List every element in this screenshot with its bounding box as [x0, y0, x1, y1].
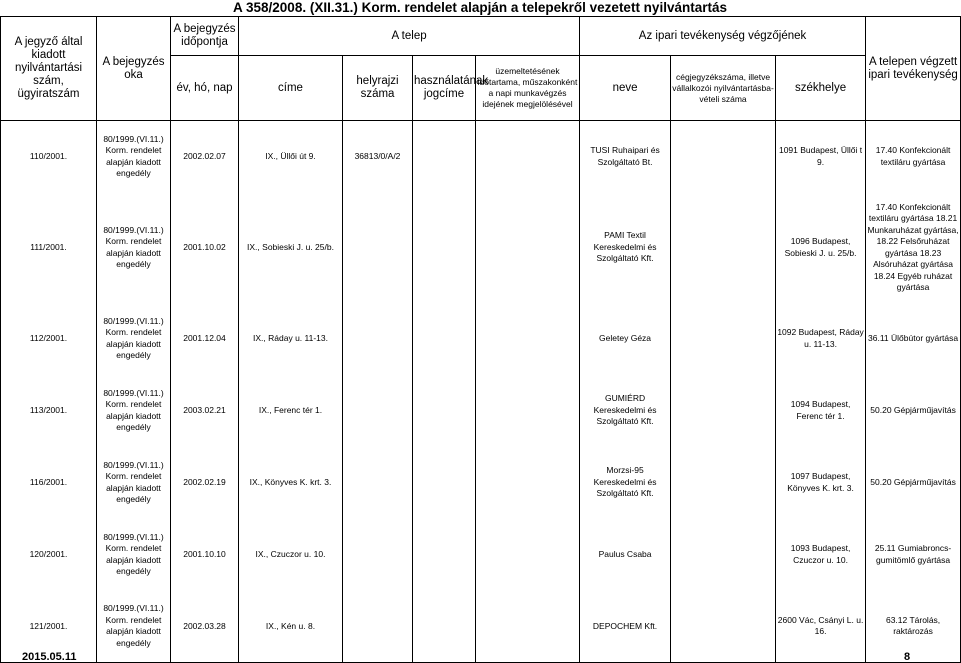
cell-idotartam — [476, 121, 580, 193]
cell-szam: 121/2001. — [1, 591, 97, 663]
cell-szam: 113/2001. — [1, 375, 97, 447]
cell-cim: IX., Könyves K. krt. 3. — [239, 447, 343, 519]
table-row — [1, 447, 961, 519]
cell-szam: 116/2001. — [1, 447, 97, 519]
header-szekhely: székhelye — [776, 56, 866, 121]
cell-hrsz — [343, 193, 413, 303]
cell-tevekenyseg: 17.40 Konfekcionált textiláru gyártása 18.21 Munkaruházat gyártása, 18.22 Felsőruházat gyártása 18.23 Alsóruházat gyártása 18.24 Egyéb ruházat gyártása — [866, 193, 961, 303]
cell-datum: 2001.10.02 — [171, 193, 239, 303]
cell-idotartam — [476, 375, 580, 447]
header-ipari: Az ipari tevékenység végzőjének — [580, 17, 866, 56]
cell-ok: 80/1999.(VI.11.) Korm. rendelet alapján kiadott engedély — [97, 303, 171, 375]
cell-datum: 2002.03.28 — [171, 591, 239, 663]
cell-idotartam — [476, 303, 580, 375]
cell-tevekenyseg: 36.11 Ülőbútor gyártása — [866, 303, 961, 375]
cell-nev: PAMI Textil Kereskedelmi és Szolgáltató Kft. — [580, 193, 671, 303]
table-row — [1, 121, 961, 193]
cell-cim: IX., Sobieski J. u. 25/b. — [239, 193, 343, 303]
cell-datum: 2003.02.21 — [171, 375, 239, 447]
cell-datum: 2002.02.07 — [171, 121, 239, 193]
cell-szekhely: 1097 Budapest, Könyves K. krt. 3. — [776, 447, 866, 519]
cell-nev: Geletey Géza — [580, 303, 671, 375]
cell-jogcim — [413, 447, 476, 519]
table-row — [1, 519, 961, 591]
cell-idotartam — [476, 193, 580, 303]
header-helyrajzi: helyrajzi száma — [343, 56, 413, 121]
cell-idotartam — [476, 519, 580, 591]
cell-cim: IX., Ráday u. 11-13. — [239, 303, 343, 375]
cell-idotartam — [476, 447, 580, 519]
cell-ok: 80/1999.(VI.11.) Korm. rendelet alapján kiadott engedély — [97, 519, 171, 591]
cell-szam: 111/2001. — [1, 193, 97, 303]
cell-ok: 80/1999.(VI.11.) Korm. rendelet alapján kiadott engedély — [97, 447, 171, 519]
cell-nev: TUSI Ruhaipari és Szolgáltató Bt. — [580, 121, 671, 193]
cell-hrsz — [343, 375, 413, 447]
cell-nev: DEPOCHEM Kft. — [580, 591, 671, 663]
cell-szekhely: 1096 Budapest, Sobieski J. u. 25/b. — [776, 193, 866, 303]
cell-jogcim — [413, 519, 476, 591]
cell-szam: 120/2001. — [1, 519, 97, 591]
cell-szekhely: 1092 Budapest, Ráday u. 11-13. — [776, 303, 866, 375]
header-neve: neve — [580, 56, 671, 121]
cell-cim: IX., Kén u. 8. — [239, 591, 343, 663]
cell-jogcim — [413, 121, 476, 193]
cell-tevekenyseg: 17.40 Konfekcionált textiláru gyártása — [866, 121, 961, 193]
cell-hrsz — [343, 519, 413, 591]
cell-cegj — [671, 121, 776, 193]
registry-table — [0, 16, 961, 663]
page-number: 8 — [904, 651, 911, 663]
header-vegzett: A telepen végzett ipari tevékenység — [866, 17, 961, 121]
cell-jogcim — [413, 193, 476, 303]
header-bejegyzes-oka: A bejegyzés oka — [97, 17, 171, 121]
cell-ok: 80/1999.(VI.11.) Korm. rendelet alapján kiadott engedély — [97, 193, 171, 303]
cell-jogcim — [413, 303, 476, 375]
header-bejegyzes-idopontja: A bejegyzés időpontja — [171, 17, 239, 56]
header-uzemeltetes: üzemeltetésének időtartama, műszakonként a napi munkavégzés idejének megjelölésével — [476, 56, 580, 121]
cell-cegj — [671, 591, 776, 663]
table-row — [1, 193, 961, 303]
cell-szekhely: 1091 Budapest, Üllői t 9. — [776, 121, 866, 193]
cell-hrsz — [343, 447, 413, 519]
table-row — [1, 375, 961, 447]
cell-szekhely: 2600 Vác, Csányi L. u. 16. — [776, 591, 866, 663]
cell-tevekenyseg: 63.12 Tárolás, raktározás — [866, 591, 961, 663]
header-cime: címe — [239, 56, 343, 121]
footer-date: 2015.05.11 — [22, 651, 77, 663]
cell-jogcim — [413, 375, 476, 447]
cell-hrsz — [343, 591, 413, 663]
cell-datum: 2002.02.19 — [171, 447, 239, 519]
document-title: A 358/2008. (XII.31.) Korm. rendelet alapján a telepekről vezetett nyilvántartás — [233, 0, 727, 15]
cell-hrsz: 36813/0/A/2 — [343, 121, 413, 193]
cell-cim: IX., Ferenc tér 1. — [239, 375, 343, 447]
header-hasznalat: használatának jogcíme — [413, 56, 476, 121]
cell-nev: GUMIÉRD Kereskedelmi és Szolgáltató Kft. — [580, 375, 671, 447]
cell-szam: 110/2001. — [1, 121, 97, 193]
cell-cegj — [671, 447, 776, 519]
cell-cegj — [671, 193, 776, 303]
header-telep: A telep — [239, 17, 580, 56]
cell-datum: 2001.10.10 — [171, 519, 239, 591]
cell-idotartam — [476, 591, 580, 663]
cell-tevekenyseg: 50.20 Gépjárműjavítás — [866, 375, 961, 447]
cell-szekhely: 1094 Budapest, Ferenc tér 1. — [776, 375, 866, 447]
cell-tevekenyseg: 25.11 Gumiabroncs-gumitömlő gyártása — [866, 519, 961, 591]
cell-datum: 2001.12.04 — [171, 303, 239, 375]
cell-szekhely: 1093 Budapest, Czuczor u. 10. — [776, 519, 866, 591]
table-row — [1, 591, 961, 663]
cell-cegj — [671, 375, 776, 447]
cell-cegj — [671, 303, 776, 375]
header-jegyzo: A jegyző által kiadott nyilvántartási szám, ügyiratszám — [1, 17, 97, 121]
cell-cim: IX., Czuczor u. 10. — [239, 519, 343, 591]
cell-hrsz — [343, 303, 413, 375]
cell-cegj — [671, 519, 776, 591]
cell-ok: 80/1999.(VI.11.) Korm. rendelet alapján kiadott engedély — [97, 375, 171, 447]
cell-ok: 80/1999.(VI.11.) Korm. rendelet alapján kiadott engedély — [97, 121, 171, 193]
cell-tevekenyseg: 50.20 Gépjárműjavítás — [866, 447, 961, 519]
cell-nev: Morzsi-95 Kereskedelmi és Szolgáltató Kft. — [580, 447, 671, 519]
table-row — [1, 303, 961, 375]
cell-cim: IX., Üllői út 9. — [239, 121, 343, 193]
cell-jogcim — [413, 591, 476, 663]
cell-nev: Paulus Csaba — [580, 519, 671, 591]
cell-szam: 112/2001. — [1, 303, 97, 375]
header-ev-ho-nap: év, hó, nap — [171, 56, 239, 121]
header-cegjegyzek: cégjegyzékszáma, illetve vállalkozói nyilvántartásba-vételi száma — [671, 56, 776, 121]
cell-ok: 80/1999.(VI.11.) Korm. rendelet alapján kiadott engedély — [97, 591, 171, 663]
